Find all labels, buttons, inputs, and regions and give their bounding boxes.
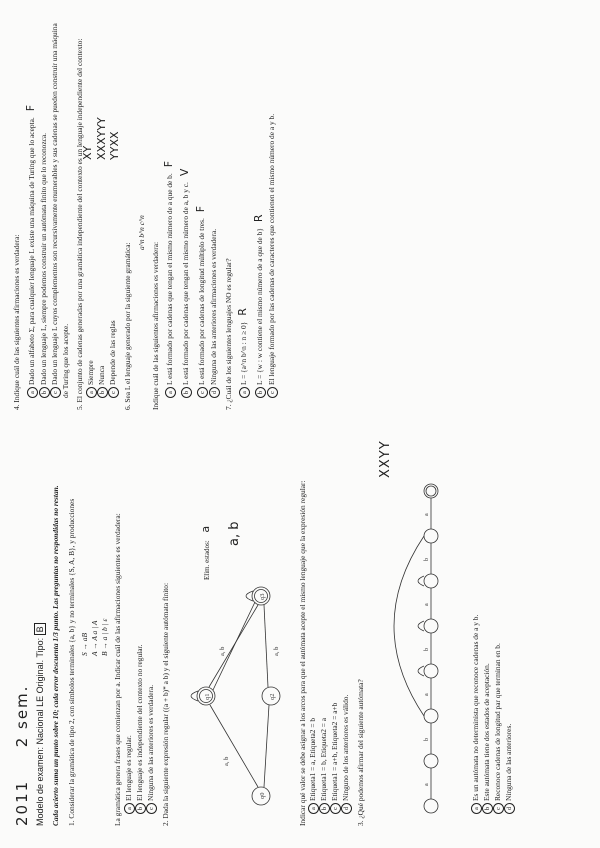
eliminate-states-note bbox=[198, 526, 214, 580]
automaton-diagram-2 bbox=[371, 424, 467, 826]
state-label: q3 bbox=[258, 593, 266, 600]
option-letter: c bbox=[267, 387, 278, 398]
option-letter: a bbox=[27, 387, 38, 398]
question-4 bbox=[12, 18, 71, 410]
option-text: L = {w : w contiene el mismo número de a que de b} bbox=[254, 228, 264, 385]
option-text: Dado un lenguaje L, siempre podemos construir un autómata finito que lo reconozca. bbox=[38, 132, 48, 385]
option-text: Depende de las reglas bbox=[108, 320, 118, 385]
option-letter: b bbox=[39, 387, 50, 398]
grammar-rule: S → aB bbox=[80, 633, 90, 656]
question-1 bbox=[67, 424, 157, 826]
grammar-rule: B → a | b | ε bbox=[100, 618, 110, 656]
question-2 bbox=[161, 424, 294, 826]
question-1-grammar bbox=[80, 424, 110, 656]
handwritten-mark: V bbox=[178, 168, 192, 177]
option[interactable] bbox=[330, 424, 341, 814]
option-text: L está formado por cadenas de longitud múltiplo de tres. bbox=[197, 218, 207, 385]
handwritten-mark: R bbox=[251, 214, 265, 223]
option-text: Es un autómata no determinista que reconoce cadenas de a y b. bbox=[471, 614, 481, 801]
question-6 bbox=[123, 18, 220, 410]
question-6-text: 6. Sea L el lenguaje generado por la siguiente gramática: bbox=[123, 242, 133, 410]
note-label: Elim. estados: bbox=[202, 540, 211, 580]
automaton-2-svg bbox=[371, 426, 467, 826]
option-text: Ninguna de las anteriores. bbox=[504, 723, 514, 801]
handwritten-mark: F bbox=[23, 104, 37, 112]
handwritten-xxyy: XXYY bbox=[378, 440, 394, 478]
option-text: Dado un lenguaje L cuyos complementos son recursivamente enumerables y sus cadenas se pueden construir una máquina de Turing que los acepte. bbox=[49, 23, 70, 398]
edge-label: b bbox=[424, 738, 431, 741]
question-3-text: 3. ¿Qué podemos afirmar del siguiente autómata? bbox=[356, 679, 366, 826]
option[interactable] bbox=[108, 18, 119, 398]
option-letter: b bbox=[97, 387, 108, 398]
state-label: q2 bbox=[268, 693, 276, 700]
question-3 bbox=[356, 424, 515, 826]
option-text: Etiqueta1 = a, Etiqueta2 = b bbox=[308, 717, 318, 801]
option-text: L está formado por cadenas que tengan el mismo número de a, b y c. bbox=[181, 182, 191, 385]
option-text: Etiqueta1 = b, Etiqueta2 = a bbox=[319, 717, 329, 801]
option-text: El lenguaje es regular. bbox=[123, 735, 133, 801]
option-text: Reconoce cadenas de longitud par que terminan en b. bbox=[493, 643, 503, 801]
option-text: L = {a^n b^n : n ≥ 0} bbox=[238, 321, 248, 385]
option[interactable] bbox=[482, 424, 493, 814]
option-selected[interactable] bbox=[50, 18, 72, 398]
edge-label: a, b bbox=[218, 646, 226, 656]
option[interactable] bbox=[267, 18, 278, 398]
option-letter: a bbox=[124, 803, 135, 814]
handwritten-line: YYXX bbox=[107, 131, 121, 160]
handwritten-line: XY bbox=[81, 145, 95, 160]
handwritten-mark: F bbox=[162, 160, 176, 168]
question-7 bbox=[224, 18, 278, 410]
option-text: Siempre bbox=[86, 360, 96, 385]
exam-title: Modelo de examen: Nacional LE Original. Tipo: bbox=[34, 637, 45, 826]
question-2-choices bbox=[298, 424, 353, 826]
option-letter: b bbox=[482, 803, 493, 814]
handwritten-mark: F bbox=[194, 205, 208, 213]
option-letter: c bbox=[108, 387, 119, 398]
option-selected[interactable] bbox=[308, 424, 319, 814]
option-selected[interactable] bbox=[251, 18, 267, 398]
question-5 bbox=[75, 18, 119, 410]
edge-label: b bbox=[424, 558, 431, 561]
option[interactable] bbox=[39, 18, 50, 398]
option[interactable] bbox=[193, 18, 209, 398]
option[interactable] bbox=[23, 18, 39, 398]
option-letter: a bbox=[86, 387, 97, 398]
question-6-expression: a^n b^n c^n bbox=[136, 215, 146, 250]
option-selected[interactable] bbox=[135, 424, 146, 814]
option-letter: b bbox=[181, 387, 192, 398]
exam-instructions: Cada acierto suma un punto sobre 10; cada error descuenta 1/3 punto. Las preguntas no respondidas no restan. bbox=[50, 485, 60, 826]
option-letter: c bbox=[493, 803, 504, 814]
option-text: El lenguaje es independiente del contexto no regular. bbox=[134, 644, 144, 801]
exam-header bbox=[12, 424, 47, 826]
state-label: q1 bbox=[203, 693, 211, 700]
option-letter: c bbox=[330, 803, 341, 814]
option-letter: d bbox=[504, 803, 515, 814]
option-letter: d bbox=[341, 803, 352, 814]
option-text: Nunca bbox=[97, 365, 107, 385]
question-5-text: 5. El conjunto de cadenas generadas por una gramática independiente del contexto es un lenguaje independiente del contexto: bbox=[75, 38, 85, 410]
automaton-diagram-1 bbox=[176, 424, 294, 826]
option-text: Ninguno de los anteriores es válido. bbox=[341, 694, 351, 801]
option[interactable] bbox=[341, 424, 352, 814]
question-7-text: 7. ¿Cuál de los siguientes lenguajes NO es regular? bbox=[224, 258, 234, 410]
option[interactable] bbox=[493, 424, 504, 814]
handwritten-line: XXXYYY bbox=[94, 117, 108, 160]
automaton-1-svg bbox=[176, 426, 294, 826]
handwritten-year: 2011 bbox=[13, 779, 31, 826]
edge-label: b bbox=[424, 648, 431, 651]
option-letter: a bbox=[239, 387, 250, 398]
option[interactable] bbox=[319, 424, 330, 814]
option[interactable] bbox=[504, 424, 515, 814]
edge-label: a, b bbox=[272, 646, 280, 656]
option-text: Este autómata tiene dos estados de aceptación. bbox=[482, 663, 492, 801]
edge-label: a, b bbox=[222, 756, 230, 766]
exam-type-box: B bbox=[34, 623, 46, 635]
option-letter: c bbox=[50, 387, 61, 398]
option-letter: c bbox=[146, 803, 157, 814]
option-letter: d bbox=[209, 387, 220, 398]
question-1-lead: La gramática genera frases que comienzan por a. Indicar cuál de las afirmaciones siguientes es verdadera: bbox=[113, 513, 123, 826]
option[interactable] bbox=[94, 18, 108, 398]
handwritten-semester: 2 sem. bbox=[13, 684, 31, 748]
handwritten-answer: a, b bbox=[226, 521, 242, 546]
option-letter: b bbox=[135, 803, 146, 814]
handwritten-mark: R bbox=[235, 308, 249, 316]
question-2-text: 2. Dada la siguiente expresión regular ((a + b)* a b) y el siguiente autómata finito: bbox=[160, 582, 170, 826]
right-column bbox=[12, 18, 600, 410]
option-text: Ninguna de las anteriores es verdadera. bbox=[145, 684, 155, 801]
option-text: Dado un alfabeto Σ, para cualquier lenguaje L existe una máquina de Turing que lo acepta. bbox=[26, 117, 36, 385]
question-4-text: 4. Indique cuál de las siguientes afirmaciones es verdadera: bbox=[12, 234, 21, 410]
option-letter: b bbox=[255, 387, 266, 398]
option-letter: c bbox=[197, 387, 208, 398]
option-selected[interactable] bbox=[209, 18, 220, 398]
option[interactable] bbox=[124, 424, 135, 814]
question-2-lead: Indicar qué valor se debe asignar a los arcos para que el autómata acepte el mismo lenguaje que la expresión regular: bbox=[297, 480, 307, 826]
handwritten-strings bbox=[81, 117, 121, 160]
state-label: q0 bbox=[258, 792, 266, 799]
edge-label: a bbox=[424, 783, 431, 786]
option[interactable] bbox=[177, 18, 193, 398]
option[interactable] bbox=[235, 18, 251, 398]
edge-label: a bbox=[424, 603, 431, 606]
option-text: Etiqueta1 = a+b, Etiqueta2 = a+b bbox=[330, 702, 340, 801]
option[interactable] bbox=[471, 424, 482, 814]
question-6-lead: Indique cuál de las siguientes afirmaciones es verdadera: bbox=[150, 241, 160, 410]
left-column bbox=[12, 424, 600, 826]
option-letter: a bbox=[165, 387, 176, 398]
edge-label: a bbox=[424, 513, 431, 516]
option-letter: a bbox=[471, 803, 482, 814]
option-letter: a bbox=[308, 803, 319, 814]
option[interactable] bbox=[161, 18, 177, 398]
option[interactable] bbox=[146, 424, 157, 814]
grammar-rule: A → A a | A bbox=[90, 620, 100, 656]
option-text: L está formado por cadenas que tengan el mismo número de a que de b. bbox=[165, 173, 175, 385]
option-letter: b bbox=[319, 803, 330, 814]
handwritten-note: a bbox=[198, 525, 212, 533]
edge-label: a bbox=[424, 693, 431, 696]
option-text: Ninguna de las anteriores afirmaciones es verdadera. bbox=[209, 228, 219, 385]
option-selected[interactable] bbox=[86, 18, 97, 398]
question-1-text: 1. Considerar la gramática de tipo 2, con símbolos terminales {a, b} y no terminales {S, A, B}, y producciones bbox=[66, 498, 76, 826]
option-text: El lenguaje formado por las cadenas de caracteres que contienen el mismo número de a y b. bbox=[266, 113, 276, 385]
